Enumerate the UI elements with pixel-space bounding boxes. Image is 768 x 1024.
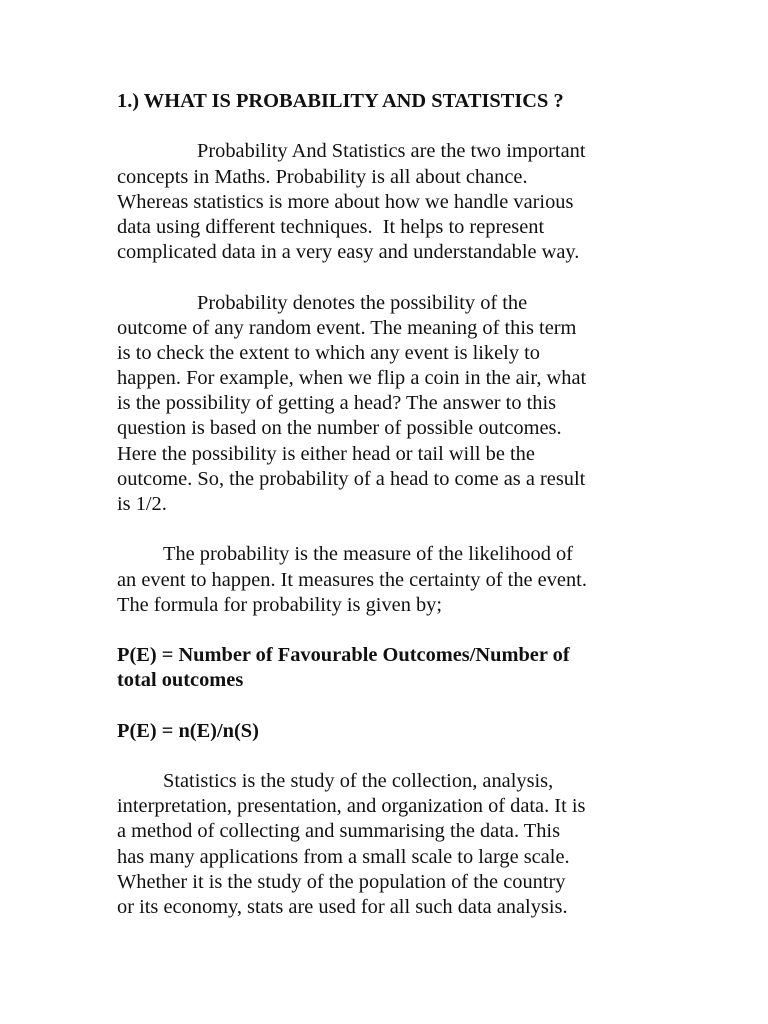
spacer [117, 744, 662, 769]
paragraph-line: Probability denotes the possibility of the [197, 291, 528, 314]
spacer [117, 517, 662, 542]
paragraph-intro [117, 139, 662, 265]
paragraph-line: Probability And Statistics are the two important [197, 140, 586, 163]
paragraph-line: outcome. So, the probability of a head to come as a result [117, 467, 586, 490]
spacer [117, 694, 662, 719]
paragraph-line: a method of collecting and summarising the data. This [117, 820, 561, 843]
paragraph-probability-definition [117, 291, 662, 518]
paragraph-line: Whereas statistics is more about how we handle various [117, 190, 574, 213]
paragraph-line: outcome of any random event. The meaning of this term [117, 316, 577, 339]
paragraph-line: interpretation, presentation, and organization of data. It is [117, 795, 586, 818]
formula-line: P(E) = n(E)/n(S) [117, 719, 259, 742]
paragraph-line: happen. For example, when we flip a coin in the air, what [117, 367, 587, 390]
paragraph-statistics-definition [117, 769, 662, 920]
paragraph-line: concepts in Maths. Probability is all about chance. [117, 165, 528, 188]
spacer [117, 265, 662, 290]
formula-line: P(E) = Number of Favourable Outcomes/Number of [117, 644, 570, 667]
document-body [117, 89, 662, 920]
formula-line: total outcomes [117, 669, 244, 692]
paragraph-line: complicated data in a very easy and understandable way. [117, 241, 580, 264]
formula-probability-notation [117, 719, 662, 744]
paragraph-line: Here the possibility is either head or tail will be the [117, 442, 535, 465]
paragraph-line: data using different techniques. It helps to represent [117, 215, 545, 238]
spacer [117, 618, 662, 643]
paragraph-line: question is based on the number of possible outcomes. [117, 417, 562, 440]
paragraph-line: is the possibility of getting a head? The answer to this [117, 392, 557, 415]
paragraph-line: is 1/2. [117, 493, 167, 515]
section-heading: 1.) WHAT IS PROBABILITY AND STATISTICS ? [117, 90, 564, 112]
paragraph-line: Statistics is the study of the collection, analysis, [163, 770, 554, 793]
paragraph-line: The formula for probability is given by; [117, 593, 443, 616]
paragraph-line: or its economy, stats are used for all such data analysis. [117, 896, 568, 918]
paragraph-line: is to check the extent to which any event is likely to [117, 341, 540, 364]
paragraph-line: an event to happen. It measures the certainty of the event. [117, 568, 587, 591]
formula-probability-words [117, 643, 662, 693]
paragraph-line: The probability is the measure of the likelihood of [163, 543, 573, 566]
spacer [117, 114, 662, 139]
paragraph-line: has many applications from a small scale to large scale. [117, 845, 570, 868]
paragraph-line: Whether it is the study of the population of the country [117, 870, 566, 893]
paragraph-probability-measure [117, 542, 662, 618]
